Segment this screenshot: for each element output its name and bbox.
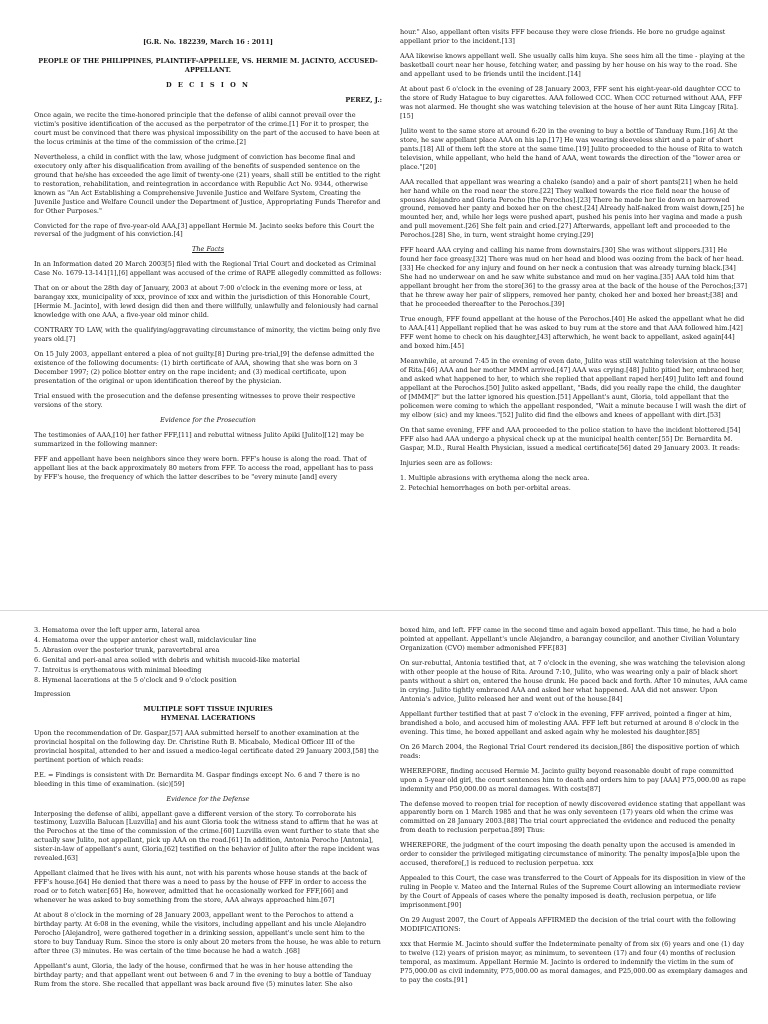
paragraph: AAA recalled that appellant was wearing a chaleko (sando) and a pair of short pants[21] when he held her hand while on the road near the store.[22] They walked towards the rice field near the house of spouses Alejandro and Gloria Perocho [the Perochos].[23] There he made her lie down on harrowed ground, removed her panty and boxed her on the chest.[24] Already half-naked from waist down,[25] he mounted her, and, while her legs were pushed apart, pushed his penis into her vagina and made a push and pull movement.[26] She felt pain and cried.[27] Afterwards, appellant left and proceeded to the Perochos.[28] She, in turn, went straight home crying.[29] xyxy=(400,177,745,240)
paragraph: P.E. = Findings is consistent with Dr. Bernardita M. Gaspar findings except No. 6 and 7 there is no bleeding in this time of examination. (sic)[59] xyxy=(34,770,360,788)
paragraph: Convicted for the rape of five-year-old AAA,[3] appellant Hermie M. Jacinto seeks before this Court the reversal of the judgment of his conviction.[4] xyxy=(34,221,375,239)
list-item: 7. Introitus is erythematous with minimal bleeding xyxy=(34,665,202,674)
paragraph: WHEREFORE, the judgment of the court imposing the death penalty upon the accused is amended in order to consider the privileged mitigating circumstance of minority. The penalty impos[a]ble upon the accused, therefore[,] is reduced to reclusion perpetua. xxx xyxy=(400,841,740,868)
impression-line: MULTIPLE SOFT TISSUE INJURIES xyxy=(143,704,273,713)
paragraph: Appellant further testified that at past 7 o'clock in the evening, FFF arrived, pointed a finger at him, brandished a bolo, and accused him of molesting AAA. FFF left but returned at around 8 o'clock in the evening. This time, he boxed appellant and asked again why he molested his daughter.[85] xyxy=(400,709,739,736)
column-left xyxy=(34,0,382,488)
paragraph: Nevertheless, a child in conflict with the law, whose judgment of conviction has become final and executory only after his disqualification from availing of the benefits of suspended sentence on the ground that he/she has exceeded the age limit of twenty-one (21) years, shall still be entitled to the right to restoration, rehabilitation, and reintegration in accordance with Republic Act No. 9344, otherwise known as "An Act Establishing a Comprehensive Juvenile Justice and Welfare System, Creating the Juvenile Justice and Welfare Council under the Department of Justice, Appropriating Funds Therefor and for Other Purposes." xyxy=(34,152,381,215)
paragraph: The defense moved to reopen trial for reception of newly discovered evidence stating that appellant was apparently born on 1 March 1985 and that he was only seventeen (17) years old when the crime was committed on 28 January 2003.[88] The trial court appreciated the evidence and reduced the penalty from death to reclusion perpetua.[89] Thus: xyxy=(400,799,746,835)
list-item: 2. Petechial hemorrhages on both per-orbital areas. xyxy=(400,483,571,492)
list-item: 5. Abrasion over the posterior trunk, paravertebral area xyxy=(34,645,220,654)
ponente: PEREZ, J.: xyxy=(345,95,382,104)
paragraph: hour." Also, appellant often visits FFF because they were close friends. He bore no grudge against appellant prior to the incident.[13] xyxy=(400,28,726,45)
list-item: 1. Multiple abrasions with erythema along the neck area. xyxy=(400,473,590,482)
paragraph: Once again, we recite the time-honored principle that the defense of alibi cannot prevail over the victim's positive identification of the accused as the perpetrator of the crime.[1] For it to prosper, the court must be convinced that there was physical impossibility on the part of the accused to have been at the locus criminis at the time of the commission of the crime.[2] xyxy=(34,110,380,146)
paragraph: Interposing the defense of alibi, appellant gave a different version of the story. To corroborate his testimony, Luzvilla Balucan [Luzvilla] and his aunt Gloria took the witness stand to affirm that he was at the Perochos at the time of the commission of the crime.[60] Luzvilla even went further to state that she actually saw Julito, not appellant, pick up AAA on the road.[61] In addition, Antonia Perocho [Antonia], sister-in-law of appellant's aunt, Gloria,[62] testified on the behavior of Julito after the rape incident was revealed.[63] xyxy=(34,809,380,863)
paragraph: FFF and appellant have been neighbors since they were born. FFF's house is along the road. That of appellant lies at the back approximately 80 meters from FFF. To access the road, appellant has to pass by FFF's house, the frequency of which the latter describes to be "every minute [and] every xyxy=(34,454,374,481)
page-section-bottom xyxy=(0,618,768,1024)
paragraph: At about 8 o'clock in the morning of 28 January 2003, appellant went to the Perochos to attend a birthday party. At 6:08 in the evening, while the visitors, including appellant and his uncle Alejandro Perocho [Alejandro], were gathered together in a drinking session, appellant's uncle sent him to the store to buy Tanduay Rum. Since the store is only about 20 meters from the house, he was able to return after three (3) minutes. He was certain of the time because he had a watch .[68] xyxy=(34,911,381,956)
decision-heading: D E C I S I O N xyxy=(166,80,250,89)
paragraph: Appellant claimed that he lives with his aunt, not with his parents whose house stands at the back of FFF's house.[64] He denied that there was a need to pass by the house of FFF in order to access the road or to fetch water.[65] He, however, admitted that he occasionally worked for FFF,[66] and whenever he was asked to buy something from the store, AAA always approached him.[67] xyxy=(34,869,367,905)
paragraph: boxed him, and left. FFF came in the second time and again boxed appellant. This time, he had a bolo pointed at appellant. Appellant's uncle Alejandro, a barangay councilor, and another Civilian Voluntary Organization (CVO) member admonished FFF.[83] xyxy=(400,626,740,652)
paragraph: True enough, FFF found appellant at the house of the Perochos.[40] He asked the appellant what he did to AAA.[41] Appellant replied that he was asked to buy rum at the store and that AAA followed him.[42] FFF went home to check on his daughter,[43] afterwhich, he went back to appellant, asked again[44] and boxed him.[45] xyxy=(400,315,745,351)
impression-label: Impression xyxy=(34,689,71,698)
paragraph: Julito went to the same store at around 6:20 in the evening to buy a bottle of Tanduay Rum.[16] At the store, he saw appellant place AAA on his lap.[17] He was wearing sleeveless shirt and a pair of short pants.[18] All of them left the store at the same time.[19] Julito proceeded to the house of Rita to watch television, while appellant, who held the hand of AAA, went towards the direction of the "lower area or place."[20] xyxy=(400,126,743,171)
paragraph: On 26 March 2004, the Regional Trial Court rendered its decision,[86] the dispositive portion of which reads: xyxy=(400,742,740,760)
paragraph: The testimonies of AAA,[10] her father FFF,[11] and rebuttal witness Julito Apiki [Julito][12] may be summarized in the following manner: xyxy=(34,430,364,448)
column-left xyxy=(34,618,382,995)
evidence-prosecution-heading: Evidence for the Prosecution xyxy=(160,415,256,424)
paragraph: On 15 July 2003, appellant entered a plea of not guilty.[8] During pre-trial,[9] the defense admitted the existence of the following documents: (1) birth certificate of AAA, showing that she was born on 3 December 1997; (2) police blotter entry on the rape incident; and (3) medical certificate, upon presentation of the original or upon identification thereof by the physician. xyxy=(34,350,375,386)
paragraph: On 29 August 2007, the Court of Appeals AFFIRMED the decision of the trial court with the following MODIFICATIONS: xyxy=(400,916,736,934)
column-right xyxy=(400,618,748,991)
impression-line: HYMENAL LACERATIONS xyxy=(160,713,256,722)
paragraph: At about past 6 o'clock in the evening of 28 January 2003, FFF sent his eight-year-old daughter CCC to the store of Rudy Hatague to buy cigarettes. AAA followed CCC. When CCC returned without AAA, FFF was not alarmed. He thought she was watching television at the house of her aunt Rita Lingcay [Rita].[15] xyxy=(400,84,743,120)
paragraph: FFF heard AAA crying and calling his name from downstairs.[30] She was without slippers.[31] He found her face greasy.[32] There was mud on her head and blood was oozing from the back of her head.[33] He checked for any injury and found on her neck a contusion that was already turning black.[34] She had no underwear on and he saw white substance and mud on her vagina.[35] AAA told him that appellant brought her from the store[36] to the grassy area at the back of the house of the Perochos;[37] that he threw away her pair of slippers, removed her panty, choked her and boxed her breast;[38] and that he proceeded thereafter to the Perochos.[39] xyxy=(400,246,747,309)
evidence-defense-heading: Evidence for the Defense xyxy=(166,794,250,803)
list-item: 6. Genital and peri-anal area soiled with debris and whitish mucoid-like material xyxy=(34,655,300,664)
paragraph: xxx that Hermie M. Jacinto should suffer the Indeterminate penalty of from six (6) years and one (1) day to twelve (12) years of prision mayor, as minimum, to seventeen (17) and four (4) months of reclusion temporal, as maximum. Appellant Hermie M. Jacinto is ordered to indemnify the victim in the sum of P75,000.00 as civil indemnity, P75,000.00 as moral damages, and P25,000.00 as exemplary damages and to pay the costs.[91] xyxy=(400,940,748,984)
paragraph: WHEREFORE, finding accused Hermie M. Jacinto guilty beyond reasonable doubt of rape committed upon a 5-year old girl, the court sentences him to death and orders him to pay [AAA] P75,000.00 as rape indemnity and P50,000.00 as moral damages. With costs[87] xyxy=(400,766,746,793)
paragraph: That on or about the 28th day of January, 2003 at about 7:00 o'clock in the evening more or less, at barangay xxx, municipality of xxx, province of xxx and within the jurisdiction of this Honorable Court, [Hermie M. Jacinto], with lewd design did then and there willfully, unlawfully and feloniously had carnal knowledge with one AAA, a five-year old minor child. xyxy=(34,284,379,320)
paragraph: Appealed to this Court, the case was transferred to the Court of Appeals for its disposition in view of the ruling in People v. Mateo and the Internal Rules of the Supreme Court allowing an intermediate review by the Court of Appeals of cases where the penalty imposed is death, reclusion perpetua, or life imprisonment.[90] xyxy=(400,874,746,910)
facts-heading: The Facts xyxy=(192,245,224,254)
paragraph: Appellant's aunt, Gloria, the lady of the house, confirmed that he was in her house attending the birthday party; and that appellant went out between 6 and 7 in the evening to buy a bottle of Tanduay Rum from the store. She recalled that appellant was back around five (5) minutes later. She also xyxy=(34,962,372,988)
paragraph: AAA likewise knows appellant well. She usually calls him kuya. She sees him all the time - playing at the basketball court near her house, fetching water, and passing by her house on his way to the road. She and appellant used to be friends until the incident.[14] xyxy=(400,51,745,78)
paragraph: Trial ensued with the prosecution and the defense presenting witnesses to prove their respective versions of the story. xyxy=(34,392,356,409)
paragraph: Injuries seen are as follows: xyxy=(400,458,493,467)
list-item: 3. Hematoma over the left upper arm, lateral area xyxy=(34,626,200,634)
paragraph: CONTRARY TO LAW, with the qualifying/aggravating circumstance of minority, the victim being only five years old.[7] xyxy=(34,326,381,344)
paragraph: On that same evening, FFF and AAA proceeded to the police station to have the incident blottered.[54] FFF also had AAA undergo a physical check up at the municipal health center.[55] Dr. Bernardita M. Gaspar, M.D., Rural Health Physician, issued a medical certificate[56] dated 29 January 2003. It reads: xyxy=(400,425,741,452)
paragraph: In an Information dated 20 March 2003[5] filed with the Regional Trial Court and docketed as Criminal Case No. 1679-13-141[1],[6] appellant was accused of the crime of RAPE allegedly committed as follows: xyxy=(34,260,382,278)
list-item: 4. Hematoma over the upper anterior chest wall, midclavicular line xyxy=(34,635,257,644)
case-number: [G.R. No. 182239, March 16 : 2011] xyxy=(143,38,273,46)
paragraph: Upon the recommendation of Dr. Gaspar,[57] AAA submitted herself to another examination at the provincial hospital on the following day. Dr. Christine Ruth B. Micabalo, Medical Officer III of the provincial hospital, attended to her and issued a medico-legal certificate dated 29 January 2003,[58] the pertinent portion of which reads: xyxy=(34,728,379,764)
paragraph: Meanwhile, at around 7:45 in the evening of even date, Julito was still watching television at the house of Rita.[46] AAA and her mother MMM arrived.[47] AAA was crying.[48] Julito pitied her, embraced her, and asked what happened to her, to which she replied that appellant raped her.[49] Julito left and found appellant at the Perochos.[50] Julito asked appellant, "Bads, did you really rape the child, the daughter of [MMM]?" but the latter ignored his question.[51] Appellant's aunt, Gloria, told appellant that the policemen were coming to which the appellant responded, "Wait a minute because I will wash the dirt of my elbow (sic) and my knees."[52] Julito did find the elbows and knees of appellant with dirt.[53] xyxy=(400,357,746,419)
column-right xyxy=(400,0,748,494)
case-parties: PEOPLE OF THE PHILIPPINES, PLAINTIFF-APPELLEE, VS. HERMIE M. JACINTO, ACCUSED-APPELLANT. xyxy=(38,56,378,74)
paragraph: On sur-rebuttal, Antonia testified that, at 7 o'clock in the evening, she was watching the television along with other people at the house of Rita. Around 7:10, Julito, who was wearing only a pair of black short pants without a shirt on, entered the house drunk. He paced back and forth. After 10 minutes, AAA came in crying. Julito tightly embraced AAA and asked her what happened. AAA did not answer. Upon Antonia's advice, Julito released her and went out of the house.[84] xyxy=(400,658,748,703)
list-item: 8. Hymenal lacerations at the 5 o'clock and 9 o'clock position xyxy=(34,675,237,684)
